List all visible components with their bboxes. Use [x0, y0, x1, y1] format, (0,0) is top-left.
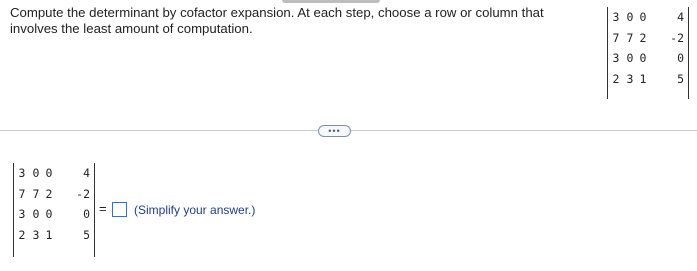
matrix-cell: 0	[32, 207, 40, 221]
matrix-cell: 2	[612, 71, 620, 86]
matrix-cell: 0	[677, 51, 684, 65]
matrix-cell: 3	[626, 71, 634, 86]
matrix-row	[14, 204, 94, 225]
matrix-display-top	[607, 7, 689, 99]
matrix-cell: 0	[626, 10, 634, 24]
matrix-cell: 7	[626, 30, 634, 45]
matrix-cell: 2	[18, 227, 26, 242]
matrix-display-bottom	[13, 163, 95, 257]
matrix-row	[14, 184, 94, 205]
equals-sign: =	[99, 201, 107, 216]
matrix-cell: 3	[18, 166, 26, 180]
matrix-cell: 0	[639, 10, 647, 24]
matrix-cell: 0	[83, 207, 90, 221]
simplify-hint: (Simplify your answer.)	[134, 203, 256, 217]
matrix-cell: 0	[45, 207, 53, 221]
matrix-cell: 3	[18, 207, 26, 221]
matrix-cell: 4	[83, 166, 90, 180]
matrix-cell: 7	[18, 186, 26, 201]
matrix-cell: 0	[32, 166, 40, 180]
expand-more-button[interactable]: •••	[318, 125, 351, 137]
matrix-row	[608, 69, 688, 90]
matrix-cell: 7	[32, 186, 40, 201]
matrix-cell: 5	[83, 227, 90, 242]
matrix-row	[608, 48, 688, 69]
matrix-row	[608, 7, 688, 28]
matrix-cell: 0	[626, 51, 634, 65]
matrix-row	[14, 225, 94, 246]
matrix-cell: -2	[76, 186, 90, 201]
matrix-cell: 0	[639, 51, 647, 65]
answer-input[interactable]	[112, 202, 127, 217]
matrix-cell: 3	[612, 10, 620, 24]
matrix-cell: 3	[32, 227, 40, 242]
matrix-cell: 4	[677, 10, 684, 24]
question-text: Compute the determinant by cofactor expansion. At each step, choose a row or column that involves the least amount of computation.	[10, 5, 544, 36]
matrix-cell: 0	[45, 166, 53, 180]
matrix-cell: 1	[639, 71, 647, 86]
matrix-cell: 2	[639, 30, 647, 45]
matrix-cell: 1	[45, 227, 53, 242]
matrix-cell: -2	[670, 30, 684, 45]
matrix-cell: 5	[677, 71, 684, 86]
matrix-cell: 3	[612, 51, 620, 65]
top-drag-handle	[282, 0, 380, 3]
matrix-cell: 2	[45, 186, 53, 201]
matrix-row	[608, 28, 688, 49]
matrix-row	[14, 163, 94, 184]
matrix-cell: 7	[612, 30, 620, 45]
